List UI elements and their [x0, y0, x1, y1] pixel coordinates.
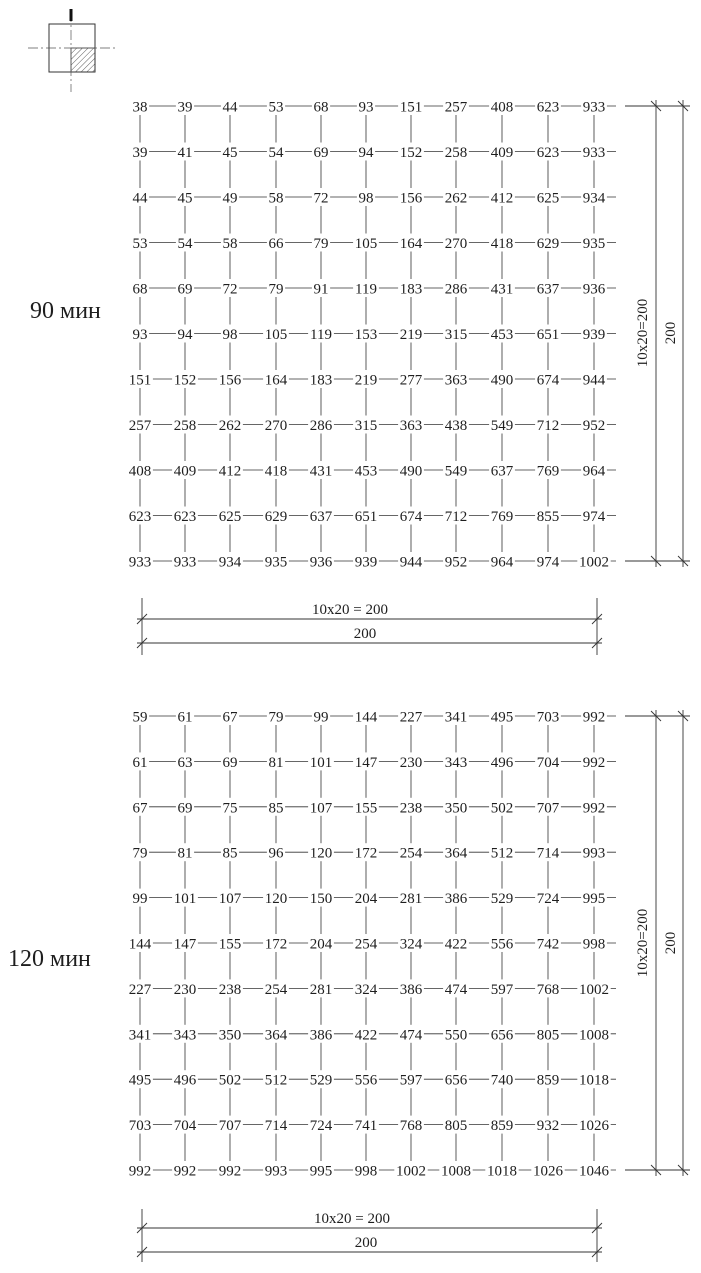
grid-cell-value: 495: [490, 709, 514, 726]
grid-cell-value: 703: [536, 709, 560, 726]
grid-cell-value: 119: [355, 281, 377, 298]
grid-cell-value: 805: [444, 1118, 468, 1135]
grid-cell-value: 992: [582, 754, 606, 771]
grid-cell-value: 438: [444, 418, 468, 434]
grid-cell-value: 38: [132, 99, 148, 116]
grid-cell-value: 431: [490, 281, 514, 298]
grid-cell-value: 936: [309, 554, 333, 571]
grid-cell-value: 364: [444, 845, 468, 862]
grid-cell-value: 155: [218, 936, 242, 953]
grid-cell-value: 341: [128, 1027, 152, 1044]
grid-cell-value: 993: [582, 845, 606, 862]
grid-cell-value: 656: [444, 1072, 468, 1089]
grid-cell-value: 637: [490, 463, 514, 480]
section-key-icon: [28, 9, 118, 92]
grid-cell-value: 935: [582, 236, 606, 252]
grid-cell-value: 81: [268, 754, 284, 771]
grid-cell-value: 324: [354, 981, 378, 998]
grid-cell-value: 623: [173, 509, 197, 525]
grid-cell-value: 230: [173, 981, 197, 998]
grid-cell-value: 974: [536, 554, 560, 571]
grid-cell-value: 324: [399, 936, 423, 953]
grid-cell-value: 623: [536, 99, 560, 116]
grid-cell-value: 341: [444, 709, 468, 726]
grid-cell-value: 44: [132, 190, 148, 207]
grid-cell-value: 637: [536, 281, 560, 298]
grid-cell-value: 629: [264, 509, 288, 525]
grid-cell-value: 61: [132, 754, 148, 771]
grid-cell-value: 119: [310, 327, 332, 343]
grid-cell-value: 156: [218, 372, 242, 389]
grid-cell-value: 151: [399, 99, 423, 116]
grid-cell-value: 933: [128, 554, 152, 571]
grid-cell-value: 315: [444, 327, 468, 343]
grid-cell-value: 79: [313, 236, 329, 252]
grid-cell-value: 1008: [441, 1163, 471, 1180]
grid-cell-value: 58: [268, 190, 284, 207]
grid-cell-value: 41: [177, 145, 193, 161]
grid-cell-value: 1026: [579, 1118, 609, 1135]
grid-cell-value: 714: [264, 1118, 288, 1135]
grid-cell-value: 61: [177, 709, 193, 726]
grid-cell-value: 992: [582, 800, 606, 817]
grid-cell-value: 474: [444, 981, 468, 998]
grid-cell-value: 939: [354, 554, 378, 571]
grid-cell-value: 227: [128, 981, 152, 998]
grid-cell-value: 629: [536, 236, 560, 252]
grid-cell-value: 490: [399, 463, 423, 480]
grid-cell-value: 724: [309, 1118, 333, 1135]
dim-x-inner: 10x20 = 200: [314, 1211, 390, 1227]
grid-cell-value: 343: [444, 754, 468, 771]
grid-cell-value: 69: [313, 145, 329, 161]
grid-cell-value: 995: [309, 1163, 333, 1180]
grid-cell-value: 712: [536, 418, 560, 434]
grid-cell-value: 1002: [396, 1163, 426, 1180]
grid-cell-value: 944: [399, 554, 423, 571]
grid-cell-value: 992: [128, 1163, 152, 1180]
grid-cell-value: 932: [536, 1118, 560, 1135]
grid-cell-value: 939: [582, 327, 606, 343]
grid-cell-value: 1002: [579, 981, 609, 998]
grid-cell-value: 101: [309, 754, 333, 771]
grid-cell-value: 39: [177, 99, 193, 116]
grid-cell-value: 364: [264, 1027, 288, 1044]
grid-cell-value: 363: [444, 372, 468, 389]
grid-cell-value: 53: [268, 99, 284, 116]
grid-cell-value: 69: [222, 754, 238, 771]
dimension-y: [625, 710, 690, 1176]
grid-cell-value: 183: [399, 281, 423, 298]
grid-cell-value: 156: [399, 190, 423, 207]
grid-cell-value: 1008: [579, 1027, 609, 1044]
grid-cell-value: 703: [128, 1118, 152, 1135]
grid-cell-value: 495: [128, 1072, 152, 1089]
dim-y-inner: 10x20=200: [635, 908, 651, 978]
grid-cell-value: 550: [444, 1027, 468, 1044]
grid-cell-value: 72: [313, 190, 329, 207]
grid-cell-value: 164: [399, 236, 423, 252]
grid-cell-value: 625: [536, 190, 560, 207]
grid-cell-value: 408: [128, 463, 152, 480]
grid-cell-value: 934: [218, 554, 242, 571]
grid-cell-value: 992: [173, 1163, 197, 1180]
grid-cell-value: 998: [582, 936, 606, 953]
grid-cell-value: 422: [354, 1027, 378, 1044]
grid-cell-value: 993: [264, 1163, 288, 1180]
grid-120-min: [8, 707, 690, 1262]
grid-cell-value: 150: [309, 891, 333, 908]
grid-cell-value: 91: [313, 281, 329, 298]
grid-cell-value: 933: [582, 99, 606, 116]
grid-cell-value: 152: [399, 145, 423, 161]
grid-cell-value: 257: [444, 99, 468, 116]
grid-cell-value: 409: [490, 145, 514, 161]
grid-cell-value: 153: [354, 327, 378, 343]
grid-cell-value: 68: [313, 99, 329, 116]
dimension-x: [137, 598, 602, 655]
grid-cell-value: 58: [222, 236, 238, 252]
grid-cell-value: 79: [268, 281, 284, 298]
grid-cell-value: 343: [173, 1027, 197, 1044]
grid-cell-value: 152: [173, 372, 197, 389]
grid-cell-value: 933: [582, 145, 606, 161]
grid-cell-value: 68: [132, 281, 148, 298]
grid-cell-value: 164: [264, 372, 288, 389]
grid-cell-value: 363: [399, 418, 423, 434]
grid-cell-value: 964: [582, 463, 606, 480]
grid-cell-value: 805: [536, 1027, 560, 1044]
dim-y-outer: 200: [663, 321, 679, 345]
grid-cell-value: 474: [399, 1027, 423, 1044]
grid-cell-value: 94: [177, 327, 193, 343]
grid-cell-value: 67: [132, 800, 148, 817]
dim-x-inner: 10x20 = 200: [312, 602, 388, 618]
grid-cell-value: 597: [399, 1072, 423, 1089]
grid-cell-value: 704: [173, 1118, 197, 1135]
grid-cell-value: 512: [264, 1072, 288, 1089]
grid-cell-value: 286: [309, 418, 333, 434]
grid-cell-value: 768: [399, 1118, 423, 1135]
grid-cell-value: 496: [173, 1072, 197, 1089]
grid-cell-value: 1046: [579, 1163, 609, 1180]
grid-cell-value: 502: [218, 1072, 242, 1089]
grid-cell-value: 85: [222, 845, 238, 862]
grid-cell-value: 172: [354, 845, 378, 862]
grid-cell-value: 219: [354, 372, 378, 389]
grid-cell-value: 151: [128, 372, 152, 389]
grid-cell-value: 79: [132, 845, 148, 862]
grid-cell-value: 935: [264, 554, 288, 571]
grid-cell-value: 94: [358, 145, 374, 161]
grid-cell-value: 81: [177, 845, 193, 862]
grid-cell-value: 724: [536, 891, 560, 908]
grid-cell-value: 768: [536, 981, 560, 998]
dim-x-outer: 200: [353, 626, 377, 642]
grid-cell-value: 315: [354, 418, 378, 434]
grid-cell-value: 740: [490, 1072, 514, 1089]
grid-cell-value: 704: [536, 754, 560, 771]
grid-cell-value: 674: [536, 372, 560, 389]
grid-cell-value: 262: [444, 190, 468, 207]
grid-cell-value: 431: [309, 463, 333, 480]
grid-cell-value: 93: [132, 327, 148, 343]
grid-cell-value: 120: [264, 891, 288, 908]
grid-cell-value: 258: [173, 418, 197, 434]
grid-cell-value: 107: [309, 800, 333, 817]
grid-cell-value: 529: [490, 891, 514, 908]
grid-cell-value: 412: [218, 463, 242, 480]
grid-cell-value: 54: [268, 145, 284, 161]
grid-cell-value: 258: [444, 145, 468, 161]
grid-cell-value: 144: [128, 936, 152, 953]
grid-cell-value: 238: [399, 800, 423, 817]
grid-cell-value: 66: [268, 236, 284, 252]
grid-cell-value: 386: [399, 981, 423, 998]
grid-cell-value: 120: [309, 845, 333, 862]
grid-cell-value: 79: [268, 709, 284, 726]
grid-cell-value: 992: [582, 709, 606, 726]
grid-cell-value: 98: [358, 190, 374, 207]
grid-cell-value: 933: [173, 554, 197, 571]
grid-cell-value: 707: [536, 800, 560, 817]
grid-cell-value: 952: [582, 418, 606, 434]
grid-cell-value: 254: [264, 981, 288, 998]
grid-cell-value: 67: [222, 709, 238, 726]
grid-cell-value: 386: [309, 1027, 333, 1044]
grid-cell-value: 204: [309, 936, 333, 953]
grid-cell-value: 992: [218, 1163, 242, 1180]
grid-cell-value: 936: [582, 281, 606, 298]
grid-cell-value: 859: [490, 1118, 514, 1135]
grid-cell-value: 386: [444, 891, 468, 908]
grid-cell-value: 257: [128, 418, 152, 434]
grid-cell-value: 707: [218, 1118, 242, 1135]
grid-cell-value: 408: [490, 99, 514, 116]
grid-cell-value: 147: [173, 936, 197, 953]
grid-cell-value: 147: [354, 754, 378, 771]
grid-cell-value: 53: [132, 236, 148, 252]
grid-cell-value: 556: [354, 1072, 378, 1089]
grid-cell-value: 674: [399, 509, 423, 525]
grid-cell-value: 964: [490, 554, 514, 571]
grid-cell-value: 59: [132, 709, 148, 726]
grid-cell-value: 651: [536, 327, 560, 343]
grid-title: 120 мин: [8, 946, 91, 972]
grid-cell-value: 277: [399, 372, 423, 389]
grid-cell-value: 656: [490, 1027, 514, 1044]
grid-cell-value: 741: [354, 1118, 378, 1135]
grid-cell-value: 101: [173, 891, 197, 908]
grid-cell-value: 63: [177, 754, 193, 771]
grid-90-min: [30, 97, 690, 655]
grid-cell-value: 54: [177, 236, 193, 252]
grid-cell-value: 105: [354, 236, 378, 252]
grid-cell-value: 944: [582, 372, 606, 389]
grid-cell-value: 183: [309, 372, 333, 389]
grid-cell-value: 350: [218, 1027, 242, 1044]
grid-cell-value: 105: [264, 327, 288, 343]
grid-cell-value: 107: [218, 891, 242, 908]
grid-cell-value: 44: [222, 99, 238, 116]
grid-cell-value: 172: [264, 936, 288, 953]
grid-cell-value: 859: [536, 1072, 560, 1089]
grid-cell-value: 742: [536, 936, 560, 953]
grid-cell-value: 1002: [579, 554, 609, 571]
grid-cell-value: 69: [177, 800, 193, 817]
grid-cell-value: 623: [536, 145, 560, 161]
grid-cell-value: 49: [222, 190, 238, 207]
dim-y-inner: 10x20=200: [635, 298, 651, 368]
grid-cell-value: 75: [222, 800, 238, 817]
grid-cell-value: 230: [399, 754, 423, 771]
grid-cell-value: 418: [264, 463, 288, 480]
grid-cell-value: 769: [490, 509, 514, 525]
grid-cell-value: 96: [268, 845, 284, 862]
grid-cell-value: 496: [490, 754, 514, 771]
dimension-y: [625, 100, 690, 567]
grid-cell-value: 855: [536, 509, 560, 525]
grid-cell-value: 769: [536, 463, 560, 480]
grid-cell-value: 623: [128, 509, 152, 525]
grid-cell-value: 227: [399, 709, 423, 726]
grid-cell-value: 651: [354, 509, 378, 525]
grid-cell-value: 995: [582, 891, 606, 908]
grid-cell-value: 155: [354, 800, 378, 817]
grid-cell-value: 270: [444, 236, 468, 252]
grid-cell-value: 549: [444, 463, 468, 480]
grid-cell-value: 934: [582, 190, 606, 207]
grid-cell-value: 409: [173, 463, 197, 480]
grid-cell-value: 1018: [579, 1072, 609, 1089]
dim-x-outer: 200: [354, 1235, 378, 1251]
grid-cell-value: 412: [490, 190, 514, 207]
grid-cell-value: 974: [582, 509, 606, 525]
grid-cell-value: 254: [354, 936, 378, 953]
grid-cell-value: 453: [490, 327, 514, 343]
grid-cell-value: 625: [218, 509, 242, 525]
grid-cell-value: 204: [354, 891, 378, 908]
grid-cell-value: 350: [444, 800, 468, 817]
grid-cell-value: 556: [490, 936, 514, 953]
grid-cell-value: 99: [132, 891, 148, 908]
grid-cell-value: 418: [490, 236, 514, 252]
grid-cell-value: 1026: [533, 1163, 563, 1180]
grid-cell-value: 281: [309, 981, 333, 998]
grid-cell-value: 93: [358, 99, 374, 116]
grid-cell-value: 952: [444, 554, 468, 571]
grid-cell-value: 45: [222, 145, 238, 161]
dimension-x: [137, 1209, 602, 1262]
grid-cell-value: 422: [444, 936, 468, 953]
grid-cell-value: 98: [222, 327, 238, 343]
grid-cell-value: 529: [309, 1072, 333, 1089]
grid-cell-value: 453: [354, 463, 378, 480]
grid-cell-value: 286: [444, 281, 468, 298]
grid-cell-value: 1018: [487, 1163, 517, 1180]
grid-cell-value: 998: [354, 1163, 378, 1180]
dim-y-outer: 200: [663, 931, 679, 955]
grid-cell-value: 549: [490, 418, 514, 434]
grid-cell-value: 637: [309, 509, 333, 525]
grid-cell-value: 281: [399, 891, 423, 908]
grid-cell-value: 99: [313, 709, 329, 726]
grid-cell-value: 72: [222, 281, 238, 298]
grid-cell-value: 144: [354, 709, 378, 726]
grid-title: 90 мин: [30, 298, 101, 324]
grid-cell-value: 69: [177, 281, 193, 298]
grid-cell-value: 85: [268, 800, 284, 817]
grid-cell-value: 502: [490, 800, 514, 817]
grid-cell-value: 219: [399, 327, 423, 343]
grid-cell-value: 39: [132, 145, 148, 161]
grid-cell-value: 270: [264, 418, 288, 434]
grid-cell-value: 45: [177, 190, 193, 207]
grid-cell-value: 714: [536, 845, 560, 862]
grid-cell-value: 254: [399, 845, 423, 862]
grid-cell-value: 712: [444, 509, 468, 525]
grid-cell-value: 490: [490, 372, 514, 389]
grid-cell-value: 238: [218, 981, 242, 998]
grid-cell-value: 597: [490, 981, 514, 998]
grid-cell-value: 512: [490, 845, 514, 862]
grid-cell-value: 262: [218, 418, 242, 434]
